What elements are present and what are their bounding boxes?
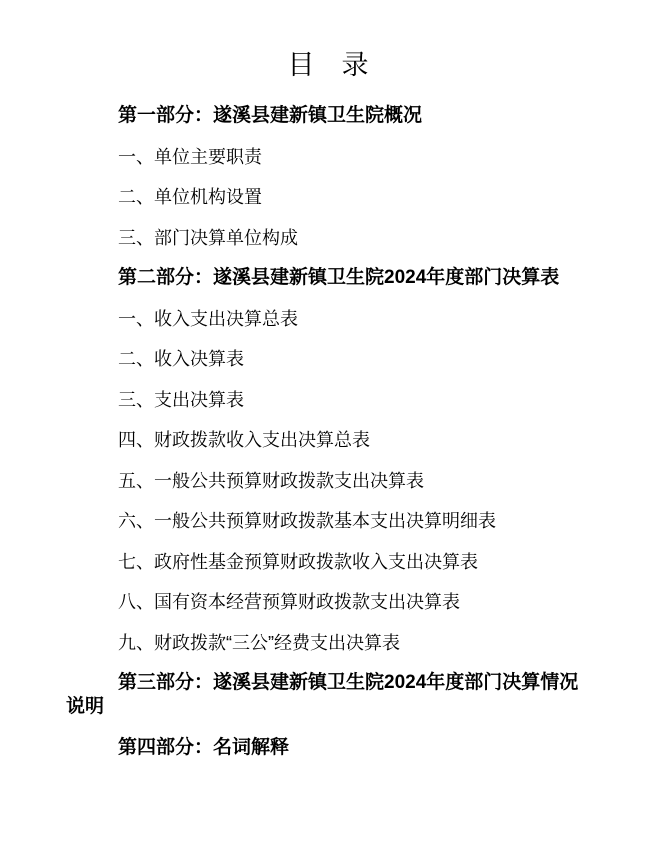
- toc-part-3-heading: 第三部分：遂溪县建新镇卫生院2024年度部门决算情况说明: [66, 672, 579, 717]
- toc-part-4-heading: 第四部分：名词解释: [118, 736, 290, 758]
- toc-title: 目 录: [287, 50, 369, 80]
- toc-item: 一、收入支出决算总表: [118, 308, 298, 329]
- toc-item: 二、收入决算表: [118, 349, 244, 369]
- toc-item: 三、支出决算表: [118, 389, 244, 410]
- toc-item: 四、财政拨款收入支出决算总表: [118, 430, 370, 450]
- toc-item: 八、国有资本经营预算财政拨款支出决算表: [118, 592, 460, 612]
- toc-item: 二、单位机构设置: [118, 187, 262, 207]
- toc-part-1-heading: 第一部分：遂溪县建新镇卫生院概况: [118, 105, 423, 126]
- toc-part-2-heading: 第二部分：遂溪县建新镇卫生院2024年度部门决算表: [118, 267, 560, 288]
- toc-item: 三、部门决算单位构成: [118, 227, 298, 248]
- toc-item: 九、财政拨款“三公”经费支出决算表: [118, 632, 400, 653]
- toc-item: 六、一般公共预算财政拨款基本支出决算明细表: [118, 511, 496, 531]
- toc-item: 七、政府性基金预算财政拨款收入支出决算表: [118, 551, 478, 572]
- toc-item: 五、一般公共预算财政拨款支出决算表: [118, 470, 424, 491]
- toc-item: 一、单位主要职责: [118, 146, 262, 167]
